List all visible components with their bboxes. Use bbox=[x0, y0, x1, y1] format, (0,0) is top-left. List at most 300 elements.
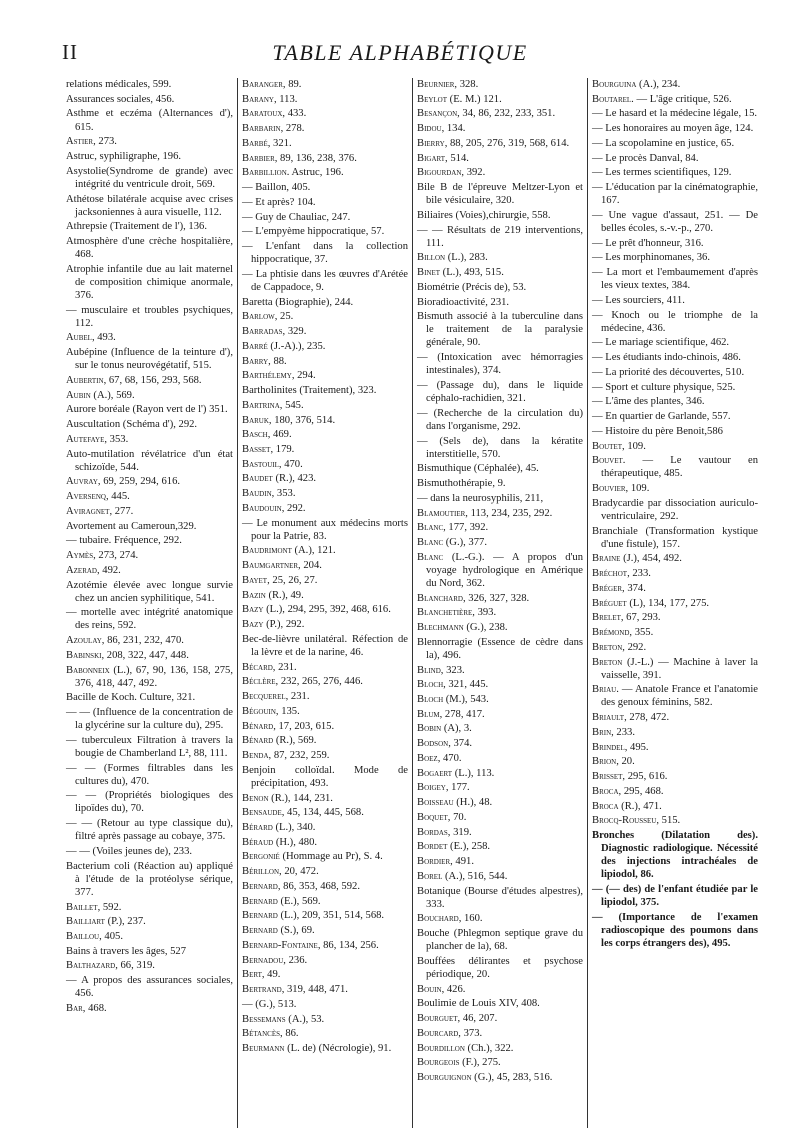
index-entry-heading: Boutarel bbox=[592, 93, 632, 105]
index-entry-text: Bismuth associé à la tuberculine dans le traitement de la paralysie générale, 90. bbox=[417, 311, 583, 349]
index-column-3 bbox=[412, 78, 587, 1128]
index-entry-heading: Barradas bbox=[242, 326, 283, 338]
index-entry-text: , 295, 468. bbox=[618, 785, 664, 797]
index-entry bbox=[592, 785, 758, 798]
index-column-2 bbox=[237, 78, 412, 1128]
index-entry-heading: Breton bbox=[592, 656, 623, 668]
index-entry bbox=[592, 911, 758, 950]
index-entry bbox=[592, 567, 758, 580]
index-entry-text: Biliaires (Voies),chirurgie, 558. bbox=[417, 209, 551, 221]
index-entry-text: , 232, 265, 276, 446. bbox=[275, 676, 363, 688]
index-entry-text: Bouche (Phlegmon septique grave du plancher de la), 68. bbox=[417, 928, 583, 953]
index-entry-text: (Ch.), 322. bbox=[464, 1042, 514, 1054]
index-entry-heading: Barany bbox=[242, 93, 274, 105]
index-entry bbox=[242, 93, 408, 106]
index-entry-text: , 278, 472. bbox=[624, 712, 670, 724]
index-entry-text: — Les étudiants indo-chinois, 486. bbox=[592, 352, 741, 364]
index-entry-text: , 353. bbox=[104, 433, 129, 445]
index-entry-text: , 233. bbox=[627, 568, 651, 580]
index-entry-heading: Bourgeois bbox=[417, 1057, 460, 1069]
index-entry-text: , 495. bbox=[624, 741, 649, 753]
index-entry bbox=[66, 304, 233, 330]
index-entry bbox=[592, 251, 758, 264]
index-entry-text: , 323. bbox=[440, 664, 465, 676]
index-entry-heading: Bénard bbox=[242, 720, 274, 732]
index-entry bbox=[242, 675, 408, 688]
index-entry bbox=[66, 150, 233, 163]
index-entry-text: , 160. bbox=[458, 913, 483, 925]
index-entry bbox=[242, 690, 408, 703]
index-entry-heading: Bordas bbox=[417, 826, 448, 838]
index-entry bbox=[66, 845, 233, 858]
index-entry bbox=[66, 959, 233, 972]
index-entry bbox=[66, 374, 233, 387]
index-entry bbox=[242, 559, 408, 572]
index-entry bbox=[417, 693, 583, 706]
index-entry-text: , 88, 205, 276, 319, 568, 614. bbox=[444, 137, 570, 149]
index-entry bbox=[66, 634, 233, 647]
index-entry-text: (H.), 480. bbox=[273, 836, 318, 848]
index-entry bbox=[417, 912, 583, 925]
index-entry bbox=[592, 711, 758, 724]
index-entry bbox=[66, 475, 233, 488]
index-entry-heading: Brindel bbox=[592, 741, 625, 753]
index-entry-heading: Bérard bbox=[242, 822, 273, 834]
index-entry-heading: Baillou bbox=[66, 931, 100, 942]
index-entry-text: Auscultation (Schéma d'), 292. bbox=[66, 419, 198, 431]
index-entry bbox=[242, 661, 408, 674]
index-entry-text: — Et après? 104. bbox=[242, 196, 316, 208]
index-entry-text: , 88. bbox=[268, 355, 287, 367]
index-entry-heading: Aubertin bbox=[66, 374, 104, 386]
index-entry bbox=[592, 425, 758, 438]
index-entry bbox=[592, 137, 758, 150]
index-entry-text: — (Sels de), dans la kératite interstitielle, 570. bbox=[417, 435, 583, 460]
index-entry-text: — Sport et culture physique, 525. bbox=[592, 381, 736, 393]
index-entry-heading: Bécard bbox=[242, 661, 273, 673]
index-entry-heading: Babinski bbox=[66, 649, 102, 661]
index-entry-text: (A), 3. bbox=[441, 723, 472, 735]
index-entry-text: — tubaire. Fréquence, 292. bbox=[66, 535, 182, 547]
index-entry-text: , 373. bbox=[458, 1027, 483, 1039]
index-entry-text: (A.), 516, 544. bbox=[442, 870, 508, 882]
page-number: II bbox=[62, 40, 78, 64]
index-entry-text: (L.), 67, 90, 136, 158, 275, 376, 418, 447, 492. bbox=[75, 664, 233, 689]
index-entry bbox=[417, 737, 583, 750]
index-entry-text: (G.), 238. bbox=[463, 622, 508, 634]
index-entry-heading: Briault bbox=[592, 712, 625, 724]
index-entry-text: , 445. bbox=[105, 491, 130, 503]
index-entry bbox=[66, 549, 233, 562]
index-entry-text: Athétose bilatérale acquise avec crises jacksoniennes à aura visuelle, 112. bbox=[66, 193, 233, 218]
index-entry bbox=[66, 762, 233, 788]
index-entry bbox=[66, 945, 233, 958]
index-entry bbox=[592, 497, 758, 523]
index-entry bbox=[592, 641, 758, 654]
index-entry-text: Bronches (Dilatation des). Diagnostic radiologique. Nécessité des injections intrachéales de lipiodol, 86. bbox=[592, 830, 758, 881]
index-entry-text: , 89. bbox=[282, 79, 302, 90]
index-entry bbox=[242, 983, 408, 996]
index-entry bbox=[66, 789, 233, 815]
index-entry-text: Bacille de Koch. Culture, 321. bbox=[66, 692, 196, 704]
index-entry bbox=[417, 955, 583, 981]
index-entry bbox=[592, 351, 758, 364]
index-entry-heading: Béraud bbox=[242, 836, 274, 848]
index-entry-text: (J.-A).), 235. bbox=[267, 340, 326, 352]
index-entry bbox=[242, 1027, 408, 1040]
index-entry-heading: Brelet bbox=[592, 612, 621, 624]
index-entry-heading: Bessemans bbox=[242, 1013, 286, 1025]
index-entry-heading: Bernard bbox=[242, 880, 278, 892]
index-entry-text: Bartholinites (Traitement), 323. bbox=[242, 385, 377, 397]
index-entry bbox=[242, 325, 408, 338]
index-entry bbox=[417, 296, 583, 309]
index-entry-text: Blennorragie (Essence de cèdre dans la), 496. bbox=[417, 636, 583, 661]
index-entry-text: , 180, 376, 514. bbox=[268, 414, 336, 426]
index-entry-text: , 135. bbox=[275, 705, 300, 717]
index-entry bbox=[242, 836, 408, 849]
index-entry-heading: Bazin bbox=[242, 589, 266, 601]
index-entry-heading: Bérillon bbox=[242, 866, 280, 878]
index-entry-text: , 134. bbox=[441, 123, 466, 135]
index-entry-text: , 433. bbox=[282, 108, 307, 120]
index-entry bbox=[242, 895, 408, 908]
index-entry bbox=[417, 536, 583, 549]
index-entry-text: Azotémie élevée avec longue survie chez un ancien syphilitique, 541. bbox=[66, 579, 233, 604]
index-entry-heading: Barthélemy bbox=[242, 370, 292, 382]
index-entry-text: , 208, 322, 447, 448. bbox=[101, 649, 189, 661]
index-entry bbox=[592, 93, 758, 106]
index-entry-text: , 491. bbox=[450, 856, 474, 868]
index-entry bbox=[417, 462, 583, 475]
index-entry-text: . — L'âge critique, 526. bbox=[631, 93, 732, 105]
index-entry bbox=[242, 998, 408, 1011]
index-entry-heading: Barry bbox=[242, 355, 269, 367]
index-entry-heading: Blum bbox=[417, 708, 440, 720]
index-entry bbox=[592, 814, 758, 827]
index-entry-heading: Babonneix bbox=[66, 664, 110, 676]
index-entry bbox=[66, 664, 233, 690]
index-entry bbox=[417, 636, 583, 662]
index-entry bbox=[592, 582, 758, 595]
index-entry bbox=[66, 691, 233, 704]
index-entry-heading: Bourguignon bbox=[417, 1072, 472, 1084]
index-entry bbox=[242, 603, 408, 616]
index-entry bbox=[242, 399, 408, 412]
index-entry-text: , 70. bbox=[447, 811, 467, 823]
index-entry-text: Baretta (Biographie), 244. bbox=[242, 296, 354, 308]
index-entry bbox=[242, 618, 408, 631]
index-entry-heading: Baudet bbox=[242, 473, 273, 485]
index-entry bbox=[592, 741, 758, 754]
index-entry-text: (G.), 377. bbox=[443, 537, 487, 548]
index-entry-heading: Astier bbox=[66, 136, 94, 148]
index-entry-text: — Baillon, 405. bbox=[242, 182, 311, 194]
index-entry bbox=[592, 829, 758, 881]
index-entry-heading: Barlow bbox=[242, 311, 275, 323]
index-entry bbox=[592, 525, 758, 551]
index-entry-text: (H.), 48. bbox=[453, 797, 493, 809]
index-entry-heading: Basch bbox=[242, 429, 268, 441]
index-entry-text: , 374. bbox=[448, 738, 473, 750]
index-entry-text: Bradycardie par dissociation auriculo-ventriculaire, 292. bbox=[592, 497, 758, 522]
index-entry bbox=[66, 346, 233, 372]
index-entry bbox=[66, 220, 233, 233]
index-entry-text: — — (Formes filtrables dans les cultures du), 470. bbox=[66, 762, 233, 787]
index-entry-heading: Barbier bbox=[242, 152, 275, 164]
index-entry-text: , 25. bbox=[274, 311, 294, 323]
index-entry-text: , 34, 86, 232, 233, 351. bbox=[457, 108, 556, 120]
index-entry-text: Boulimie de Louis XIV, 408. bbox=[417, 998, 540, 1010]
index-entry-text: , 177, 392. bbox=[443, 522, 489, 534]
index-entry bbox=[66, 107, 233, 133]
index-entry bbox=[242, 792, 408, 805]
index-entry-heading: Billon bbox=[417, 252, 446, 264]
index-entry bbox=[592, 122, 758, 135]
index-entry bbox=[242, 181, 408, 194]
index-entry bbox=[592, 454, 758, 480]
index-entry-text: — — (Voiles jeunes de), 233. bbox=[66, 845, 193, 857]
index-entry-text: (P.), 292. bbox=[263, 619, 305, 631]
index-entry-heading: Barbarin bbox=[242, 123, 281, 135]
index-entry-text: , 493. bbox=[91, 332, 116, 344]
index-entry-heading: Bouchard bbox=[417, 913, 459, 925]
index-entry bbox=[592, 626, 758, 639]
index-entry bbox=[66, 974, 233, 1000]
index-entry-text: , 67, 293. bbox=[620, 612, 661, 624]
index-entry-heading: Bigourdan bbox=[417, 167, 462, 179]
index-entry-text: , 295, 616. bbox=[622, 771, 668, 783]
index-entry-text: Auto-mutilation révélatrice d'un état schizoïde, 544. bbox=[66, 448, 233, 473]
index-entry bbox=[66, 490, 233, 503]
index-entry bbox=[242, 137, 408, 150]
index-entry bbox=[242, 720, 408, 733]
index-entry bbox=[242, 166, 408, 179]
index-entry-heading: Auvray bbox=[66, 476, 98, 488]
index-entry-text: , 86. bbox=[280, 1028, 299, 1040]
index-entry bbox=[242, 369, 408, 382]
index-entry bbox=[242, 924, 408, 937]
index-entry-text: — Les honoraires au moyen âge, 124. bbox=[592, 123, 754, 135]
index-entry bbox=[592, 755, 758, 768]
index-entry bbox=[417, 181, 583, 207]
index-entry bbox=[66, 860, 233, 899]
index-entry-heading: Bayet bbox=[242, 574, 268, 586]
index-entry-text: — musculaire et troubles psychiques, 112. bbox=[66, 304, 233, 329]
index-entry-text: , 319, 448, 471. bbox=[281, 984, 348, 996]
index-entry bbox=[242, 78, 408, 91]
index-entry-heading: Bénard bbox=[242, 735, 274, 747]
index-entry-text: Bains à travers les âges, 527 bbox=[66, 945, 187, 957]
index-entry bbox=[592, 395, 758, 408]
index-entry-heading: Bréger bbox=[592, 582, 623, 594]
index-entry-text: (L.-G.). — A propos d'un voyage hydrologique en Amérique du Nord, 362. bbox=[426, 551, 583, 589]
index-entry-heading: Bétancès bbox=[242, 1028, 281, 1040]
index-entry-text: , 69, 259, 294, 616. bbox=[97, 476, 181, 488]
index-entry-heading: Bar bbox=[66, 1002, 83, 1014]
index-entry-heading: Boquet bbox=[417, 811, 448, 823]
index-entry bbox=[66, 1002, 233, 1015]
index-entry-text: — L'enfant dans la collection hippocratique, 37. bbox=[242, 241, 408, 266]
index-entry-heading: Bégouin bbox=[242, 705, 276, 717]
index-entry bbox=[242, 122, 408, 135]
index-entry-text: — Le mariage scientifique, 462. bbox=[592, 337, 730, 349]
index-entry bbox=[417, 152, 583, 165]
index-entry bbox=[417, 551, 583, 590]
index-entry bbox=[66, 93, 233, 106]
index-entry-text: , 113. bbox=[273, 93, 298, 105]
index-entry-heading: Bernard bbox=[242, 895, 278, 907]
index-entry bbox=[592, 107, 758, 120]
index-entry-text: Bismuthothérapie, 9. bbox=[417, 478, 506, 490]
index-entry-heading: Bordet bbox=[417, 841, 448, 853]
index-entry-text: , 204. bbox=[298, 560, 322, 572]
index-entry bbox=[417, 826, 583, 839]
index-entry-text: , 236. bbox=[283, 954, 308, 966]
index-entry-heading: Aymès bbox=[66, 550, 94, 562]
index-entry-text: Avortement au Cameroun,329. bbox=[66, 520, 197, 532]
index-entry-heading: Brocq-Rousseu bbox=[592, 815, 657, 827]
index-entry-text: , 17, 203, 615. bbox=[273, 720, 335, 732]
index-entry-heading: Boisseau bbox=[417, 797, 454, 809]
index-entry-heading: Bourguina bbox=[592, 79, 637, 90]
index-entry-text: , 292. bbox=[622, 641, 647, 653]
index-entry bbox=[417, 1027, 583, 1040]
index-entry-text: , 278. bbox=[280, 123, 305, 135]
index-entry bbox=[66, 433, 233, 446]
index-entry-heading: Beurmann bbox=[242, 1043, 285, 1055]
index-entry bbox=[592, 726, 758, 739]
index-entry-heading: Brémond bbox=[592, 627, 630, 639]
index-entry-text: Astruc, syphiligraphe, 196. bbox=[66, 150, 182, 162]
index-entry bbox=[417, 137, 583, 150]
index-entry-text: (R.), 49. bbox=[265, 589, 304, 601]
index-entry bbox=[242, 734, 408, 747]
index-entry bbox=[66, 930, 233, 943]
index-entry-text: (L.), 340. bbox=[272, 822, 316, 834]
index-entry-text: — Le prêt d'honneur, 316. bbox=[592, 237, 704, 249]
index-entry bbox=[592, 381, 758, 394]
index-entry bbox=[417, 122, 583, 135]
index-entry-text: , 66, 319. bbox=[115, 960, 155, 972]
index-entry-text: , 328. bbox=[454, 79, 479, 90]
index-entry-text: — Les sourciers, 411. bbox=[592, 294, 685, 306]
index-entry bbox=[592, 482, 758, 495]
index-entry-heading: Briau bbox=[592, 684, 617, 696]
index-entry-text: , 321, 445. bbox=[443, 679, 489, 691]
index-entry-text: . — Le vautour en thérapeutique, 485. bbox=[601, 455, 758, 480]
index-entry bbox=[66, 649, 233, 662]
index-entry bbox=[66, 505, 233, 518]
index-entry-text: , 294. bbox=[291, 370, 316, 382]
index-entry-text: , 545. bbox=[279, 399, 304, 411]
index-entry bbox=[417, 1042, 583, 1055]
index-entry-text: , 86, 134, 256. bbox=[317, 939, 379, 951]
index-entry-heading: Baillet bbox=[66, 901, 98, 913]
index-entry-text: — A propos des assurances sociales, 456. bbox=[66, 975, 233, 1000]
index-entry bbox=[417, 251, 583, 264]
index-entry bbox=[242, 589, 408, 602]
index-entry-heading: Besançon bbox=[417, 108, 458, 120]
index-entry-heading: Baranger bbox=[242, 79, 283, 90]
index-entry-text: , 45, 134, 445, 568. bbox=[281, 807, 364, 819]
index-entry-text: — Histoire du père Benoit,586 bbox=[592, 425, 723, 437]
index-entry-text: , 231. bbox=[272, 661, 297, 673]
index-entry-text: — La priorité des découvertes, 510. bbox=[592, 366, 745, 378]
index-entry bbox=[592, 237, 758, 250]
index-entry-text: , 67, 68, 156, 293, 568. bbox=[103, 374, 202, 386]
index-entry-text: , 468. bbox=[82, 1002, 107, 1014]
index-entry-text: — — Résultats de 219 interventions, 111. bbox=[417, 224, 583, 249]
index-entry bbox=[417, 722, 583, 735]
index-entry bbox=[417, 708, 583, 721]
index-entry-text: — Knoch ou le triomphe de la médecine, 436. bbox=[592, 309, 758, 334]
index-entry bbox=[417, 997, 583, 1010]
index-entry bbox=[66, 448, 233, 474]
index-entry-heading: Blamoutier bbox=[417, 507, 466, 519]
index-entry-heading: Bernadou bbox=[242, 954, 284, 966]
index-entry bbox=[417, 477, 583, 490]
index-entry-text: (G.), 45, 283, 516. bbox=[471, 1072, 553, 1084]
index-entry-heading: Blanchetière bbox=[417, 607, 473, 619]
index-entry bbox=[592, 166, 758, 179]
index-entry-heading: Broca bbox=[592, 785, 619, 797]
index-entry-heading: Béclère bbox=[242, 676, 276, 688]
index-entry bbox=[242, 954, 408, 967]
index-entry bbox=[66, 135, 233, 148]
index-entry-heading: Aubel bbox=[66, 332, 92, 344]
index-entry-text: , 329. bbox=[282, 326, 307, 338]
index-entry bbox=[66, 403, 233, 416]
index-entry bbox=[417, 621, 583, 634]
index-entry-heading: Bailliart bbox=[66, 916, 105, 928]
index-entry bbox=[417, 855, 583, 868]
index-entry bbox=[66, 564, 233, 577]
index-entry-text: — La scopolamine en justice, 65. bbox=[592, 137, 735, 149]
index-entry bbox=[417, 1056, 583, 1069]
index-entry bbox=[242, 821, 408, 834]
index-entry-text: Bec-de-lièvre unilatéral. Réfection de la lèvre et de la narine, 46. bbox=[242, 633, 408, 658]
index-entry-text: — — (Retour au type classique du), filtré après passage au cobaye, 375. bbox=[66, 818, 233, 843]
index-entry bbox=[242, 225, 408, 238]
index-entry bbox=[592, 770, 758, 783]
index-entry-text: (P.), 237. bbox=[104, 916, 146, 928]
index-entry-text: (J.), 454, 492. bbox=[620, 553, 682, 565]
index-entry-text: — (G.), 513. bbox=[242, 998, 297, 1010]
index-entry-text: (A.), 234. bbox=[636, 79, 681, 90]
index-entry-heading: Brisset bbox=[592, 771, 623, 783]
index-columns bbox=[62, 78, 762, 1128]
index-entry bbox=[242, 806, 408, 819]
index-entry-text: Athrepsie (Traitement de l'), 136. bbox=[66, 221, 207, 233]
index-entry-heading: Bloch bbox=[417, 694, 444, 706]
index-entry bbox=[417, 592, 583, 605]
index-entry-text: , 353. bbox=[271, 488, 296, 500]
index-entry-text: , 393. bbox=[472, 607, 497, 619]
index-entry-heading: Aubin bbox=[66, 389, 91, 401]
index-entry bbox=[242, 310, 408, 323]
index-entry-text: — (Importance de l'examen radioscopique des poumons dans les corps étrangers des), 495. bbox=[592, 911, 758, 949]
index-entry-text: , 273. bbox=[93, 136, 117, 148]
index-entry-text: , 20. bbox=[616, 756, 635, 768]
index-entry bbox=[242, 1013, 408, 1026]
index-entry-heading: Barbillion bbox=[242, 167, 287, 179]
index-entry-heading: Baumgartner bbox=[242, 560, 299, 572]
index-entry bbox=[417, 1012, 583, 1025]
index-entry-text: — — (Influence de la concentration de la glycérine sur la culture du), 295. bbox=[66, 707, 233, 732]
index-entry bbox=[242, 196, 408, 209]
index-entry bbox=[417, 166, 583, 179]
